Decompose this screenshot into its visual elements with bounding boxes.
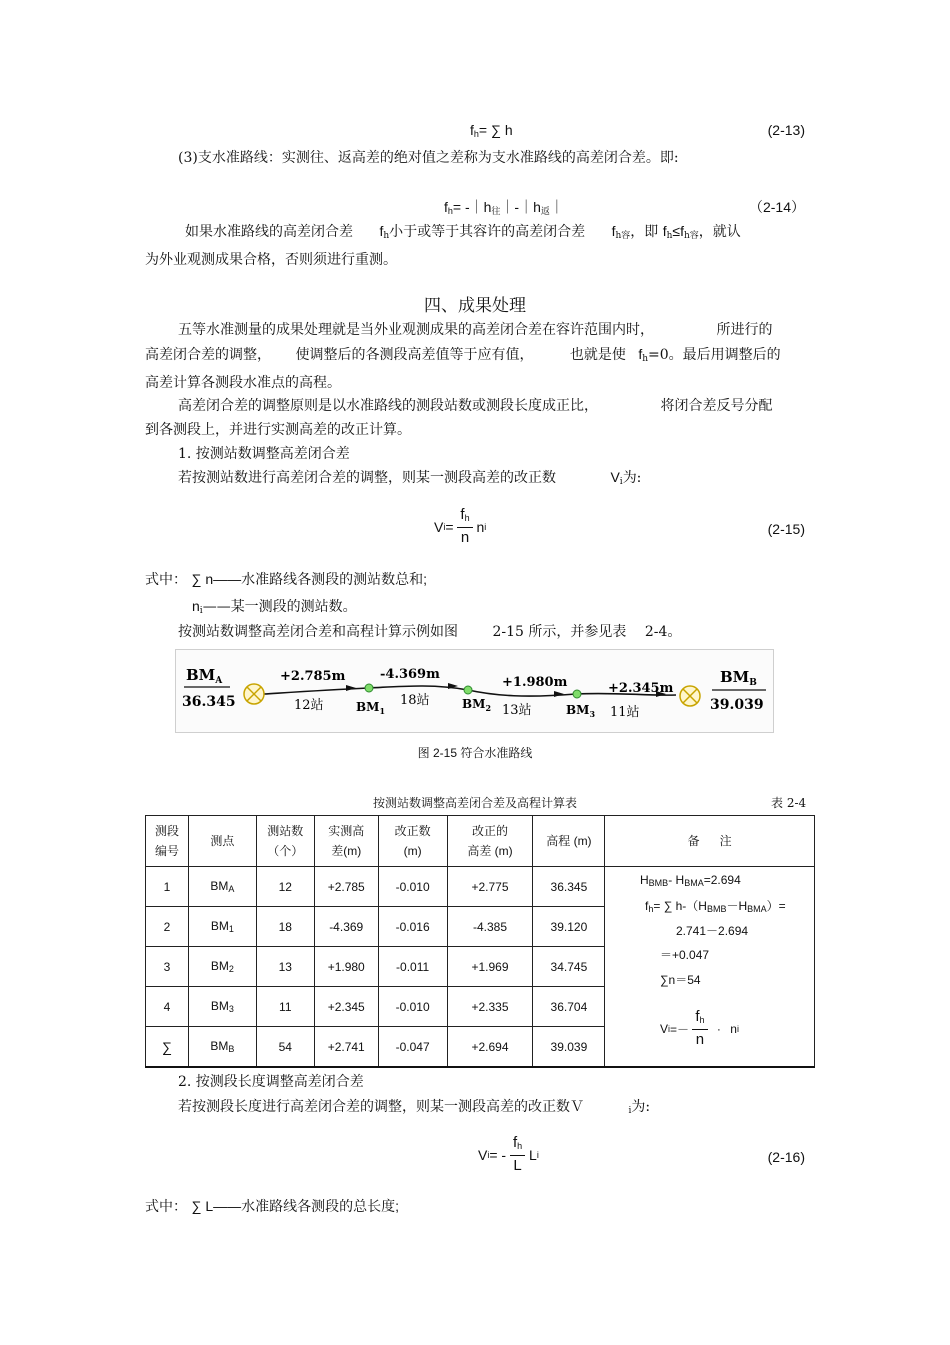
- text-run: h容: [615, 231, 631, 241]
- where-ni: [192, 596, 357, 616]
- arrow-segment-3: [554, 691, 564, 697]
- text-run: 如果水准路线的高差闭合差: [185, 224, 353, 240]
- table-title: 按测站数调整高差闭合差及高程计算表: [372, 796, 577, 810]
- branch-line-definition: (3)支水准路线：实测往、返高差的绝对值之差称为支水准路线的高差闭合差。即:: [178, 150, 679, 166]
- cell-segment: 1: [146, 867, 189, 907]
- cell-measured: +2.741: [314, 1027, 378, 1068]
- bma-label: $BM_A$: [186, 666, 223, 686]
- cell-corrected: +2.775: [447, 867, 533, 907]
- method-1-text: [178, 467, 641, 487]
- bm3-point-icon: [573, 690, 581, 698]
- bma-elevation: 36.345: [182, 694, 236, 710]
- eq-body: ｜: [549, 199, 564, 215]
- text-line: 高差计算各测段水准点的高程。: [145, 375, 341, 391]
- header-point: 测点: [188, 816, 256, 867]
- text-run: h: [666, 231, 673, 241]
- point-sub: 2: [228, 964, 234, 974]
- eq-symbol: f: [444, 199, 448, 215]
- text-run: 小于或等于其容许的高差闭合差: [389, 224, 586, 240]
- text-line: 到各测段上，并进行实测高差的改正计算。: [145, 422, 411, 438]
- text-run: ——某一测段的测站数。: [202, 599, 357, 615]
- point-sub: 1: [228, 924, 234, 934]
- remark-line-1: [640, 873, 741, 888]
- text-run: = ∑ h-（H: [653, 899, 707, 913]
- point-name: BM: [210, 879, 229, 893]
- text-run: 使调整后的各测段高差值等于应有值，: [295, 347, 534, 363]
- text-run: 按测站数调整高差闭合差和高程计算示例如图: [178, 624, 458, 640]
- text-run: i: [619, 477, 623, 487]
- bm3-label: $BM_3$: [566, 703, 596, 719]
- cell-measured: +2.345: [314, 987, 378, 1027]
- remark-line-4: ＝+0.047: [660, 948, 710, 962]
- bm2-point-icon: [464, 686, 472, 694]
- bm1-label: $BM_1$: [356, 700, 386, 716]
- bmb-label: $BM_B$: [720, 668, 757, 688]
- segment-1-stations: 12站: [294, 698, 324, 713]
- segment-3-height-diff: +1.980m: [502, 675, 568, 690]
- text-run: n: [730, 1022, 737, 1036]
- text-run: n: [192, 598, 200, 614]
- header-line: 差(m): [331, 844, 362, 858]
- header-segment: [146, 816, 189, 867]
- arrow-segment-1: [346, 685, 356, 691]
- text-run: ，即: [630, 224, 659, 240]
- cell-stations: 11: [256, 987, 314, 1027]
- eq-subscript: i: [487, 1150, 490, 1160]
- text-run: i: [736, 1024, 739, 1034]
- cell-measured: +2.785: [314, 867, 378, 907]
- header-line: 测站数: [267, 824, 304, 838]
- denominator: L: [513, 1157, 522, 1174]
- cell-correction: -0.047: [378, 1027, 447, 1068]
- text-run: －H: [726, 899, 748, 913]
- text-run: 为:: [631, 1099, 651, 1115]
- header-line: 实测高: [328, 824, 365, 838]
- denominator: n: [695, 1031, 705, 1048]
- text-run: ∑ L——水准路线各测段的总长度;: [191, 1198, 399, 1214]
- remark-line-5: ∑n＝54: [660, 973, 701, 987]
- text-run: 高差闭合差的调整原则是以水准路线的测段站数或测段长度成正比，: [178, 398, 598, 414]
- point-name: BM: [210, 999, 229, 1013]
- eq-subscript: i: [443, 522, 446, 532]
- header-line: 改正数: [394, 824, 431, 838]
- cell-stations: 54: [256, 1027, 314, 1068]
- text-run: i: [668, 1024, 671, 1034]
- header-correction: [378, 816, 447, 867]
- segment-2-stations: 18站: [400, 693, 430, 708]
- text-run: 高差闭合差的调整，: [145, 347, 271, 363]
- text-run: i: [628, 1106, 632, 1116]
- text-run: 所进行的: [716, 322, 773, 338]
- bmb-marker-icon: [680, 686, 700, 706]
- method-1-title: 1. 按测站数调整高差闭合差: [178, 446, 350, 462]
- point-sub: A: [228, 884, 235, 894]
- header-measured: [314, 816, 378, 867]
- equation-2-13: [470, 122, 513, 139]
- text-run: h: [648, 904, 654, 914]
- cell-segment: 2: [146, 907, 189, 947]
- text-run: 若按测段长度进行高差闭合差的调整，则某一测段高差的改正数Ｖ: [178, 1099, 584, 1115]
- eq-body: = ∑ h: [478, 122, 513, 138]
- cell-elevation: 39.039: [533, 1027, 605, 1068]
- numerator: [692, 1008, 707, 1030]
- header-line: (m): [403, 844, 422, 858]
- cell-point: [188, 1027, 256, 1068]
- text-line: 为外业观测成果合格，否则须进行重测。: [145, 252, 397, 268]
- cell-measured: +1.980: [314, 947, 378, 987]
- point-name: BM: [210, 1039, 229, 1053]
- eq-subscript: i: [536, 1150, 539, 1160]
- cell-stations: 18: [256, 907, 314, 947]
- text-run: i: [199, 606, 203, 616]
- text-run: f: [695, 1008, 700, 1025]
- numerator: [457, 506, 472, 528]
- text-run: 若按测站数进行高差闭合差的调整，则某一测段高差的改正数: [178, 470, 556, 486]
- text-run: BMB: [648, 878, 669, 888]
- remark-line-2: [645, 897, 786, 914]
- bma-marker-icon: [244, 684, 264, 704]
- eq-symbol: f: [512, 1134, 518, 1151]
- eq-subscript: h: [517, 1141, 523, 1151]
- where-sum-n: [145, 569, 427, 589]
- numerator: [510, 1134, 525, 1156]
- cell-segment: ∑: [146, 1027, 189, 1068]
- equation-number-2-16: (2-16): [767, 1149, 805, 1165]
- eq-subscript: h: [473, 129, 479, 139]
- header-remarks: 备 注: [605, 816, 815, 867]
- cell-point: [188, 867, 256, 907]
- section-title: 四、成果处理: [424, 296, 526, 316]
- cell-segment: 3: [146, 947, 189, 987]
- eq-symbol: L: [529, 1147, 537, 1163]
- text-run: 式中：: [145, 1199, 187, 1215]
- eq-body: = -｜h: [452, 199, 492, 215]
- text-run: 将闭合差反号分配: [660, 398, 773, 414]
- cell-correction: -0.010: [378, 987, 447, 1027]
- header-line: （个）: [267, 844, 304, 858]
- text-run: ≤f: [672, 223, 684, 239]
- figure-caption: 图 2-15 符合水准路线: [417, 746, 533, 760]
- text-run: ∑ n——水准路线各测段的测站数总和;: [191, 571, 427, 587]
- text-run: h: [699, 1015, 705, 1025]
- text-run: h: [642, 354, 649, 364]
- text-run: 2-4。: [644, 624, 682, 640]
- eq-subscript: h: [464, 513, 470, 523]
- cell-stations: 13: [256, 947, 314, 987]
- text-run: =－: [670, 1022, 690, 1037]
- remark-line-3: 2.741－2.694: [676, 924, 749, 938]
- text-run: V: [660, 1022, 669, 1036]
- point-name: BM: [210, 959, 229, 973]
- eq-subscript: 返: [540, 206, 550, 216]
- text-run: f: [611, 223, 616, 239]
- text-run: h: [383, 231, 390, 241]
- segment-4-height-diff: +2.345m: [608, 681, 674, 696]
- point-sub: B: [228, 1044, 235, 1054]
- point-sub: 3: [228, 1004, 234, 1014]
- equation-2-14: [444, 197, 564, 217]
- cell-measured: -4.369: [314, 907, 378, 947]
- text-run: f: [638, 346, 643, 362]
- denominator: n: [460, 529, 470, 546]
- equation-number-2-13: (2-13): [767, 122, 805, 138]
- cell-elevation: 34.745: [533, 947, 605, 987]
- bm2-label: $BM_2$: [462, 697, 492, 713]
- text-run: f: [379, 223, 384, 239]
- text-run: f: [645, 899, 649, 913]
- header-corrected: [447, 816, 533, 867]
- cell-point: [188, 907, 256, 947]
- table-header-row: [146, 816, 815, 867]
- equation-2-16: [478, 1134, 539, 1176]
- cell-elevation: 36.704: [533, 987, 605, 1027]
- method-2-title: 2. 按测段长度调整高差闭合差: [178, 1074, 364, 1090]
- text-run: 也就是使: [569, 347, 626, 363]
- remark-line-6: [660, 1008, 739, 1050]
- cell-corrected: +1.969: [447, 947, 533, 987]
- text-run: f: [662, 223, 667, 239]
- adjustment-principle-paragraph: [145, 394, 805, 442]
- eq-symbol: V: [478, 1147, 488, 1163]
- text-run: BMB: [706, 904, 727, 914]
- eq-subscript: h: [447, 206, 453, 216]
- eq-subscript: i: [484, 522, 487, 532]
- example-text: [178, 621, 681, 641]
- segment-1-height-diff: +2.785m: [280, 669, 346, 684]
- eq-symbol: n: [476, 519, 485, 535]
- cell-correction: -0.011: [378, 947, 447, 987]
- text-run: BMA: [684, 878, 704, 888]
- eq-subscript: 往: [491, 206, 501, 216]
- text-run: ）=: [766, 899, 786, 913]
- header-line: 测段: [154, 824, 179, 838]
- header-stations: [256, 816, 314, 867]
- cell-corrected: +2.335: [447, 987, 533, 1027]
- bmb-elevation: 39.039: [710, 697, 764, 713]
- equation-number-2-15: (2-15): [767, 521, 805, 537]
- cell-correction: -0.016: [378, 907, 447, 947]
- equation-2-15: [434, 506, 486, 548]
- where-sum-l: [145, 1196, 399, 1216]
- header-line: 改正的: [472, 824, 509, 838]
- cell-point: [188, 947, 256, 987]
- bm1-point-icon: [365, 684, 373, 692]
- header-elevation: 高程 (m): [533, 816, 605, 867]
- cell-elevation: 39.120: [533, 907, 605, 947]
- cell-corrected: -4.385: [447, 907, 533, 947]
- point-name: BM: [210, 919, 229, 933]
- text-run: h容: [684, 231, 699, 241]
- text-run: 2-15 所示，并参见表: [492, 624, 627, 640]
- text-run: - H: [668, 873, 685, 887]
- cell-stations: 12: [256, 867, 314, 907]
- text-run: 五等水准测量的成果处理就是当外业观测成果的高差闭合差在容许范围内时，: [178, 322, 654, 338]
- text-run: =0。最后用调整后的: [648, 347, 781, 363]
- header-line: 编号: [154, 844, 179, 858]
- cell-point: [188, 987, 256, 1027]
- eq-symbol: f: [470, 122, 474, 138]
- cell-segment: 4: [146, 987, 189, 1027]
- method-2-text: [178, 1096, 650, 1116]
- leveling-route-diagram: [175, 649, 774, 733]
- text-run: V: [610, 469, 620, 485]
- equation-number-2-14: （2-14）: [748, 199, 805, 215]
- cell-corrected: +2.694: [447, 1027, 533, 1068]
- fraction: [510, 1134, 525, 1176]
- cell-correction: -0.010: [378, 867, 447, 907]
- cell-elevation: 36.345: [533, 867, 605, 907]
- route-svg: [176, 650, 773, 732]
- eq-symbol: V: [434, 519, 444, 535]
- eq-body: = -: [489, 1147, 507, 1163]
- text-run: 式中：: [145, 572, 187, 588]
- fraction: [692, 1008, 707, 1050]
- eq-body: ｜-｜h: [500, 199, 541, 215]
- eq-symbol: f: [460, 506, 465, 523]
- text-run: ·: [716, 1022, 721, 1036]
- text-run: H: [640, 873, 649, 887]
- eq-body: =: [445, 519, 454, 535]
- text-run: 为:: [622, 470, 642, 486]
- text-run: BMA: [747, 904, 767, 914]
- header-line: 高差 (m): [467, 844, 513, 858]
- fraction: [457, 506, 472, 548]
- text-run: =2.694: [703, 873, 741, 887]
- tolerance-paragraph: [145, 219, 805, 272]
- table-number: 表 2-4: [771, 796, 807, 810]
- segment-4-stations: 11站: [610, 705, 640, 720]
- text-run: ，就认: [698, 224, 741, 240]
- segment-2-height-diff: -4.369m: [380, 667, 440, 682]
- segment-3-stations: 13站: [502, 703, 532, 718]
- result-processing-paragraph: [145, 318, 805, 395]
